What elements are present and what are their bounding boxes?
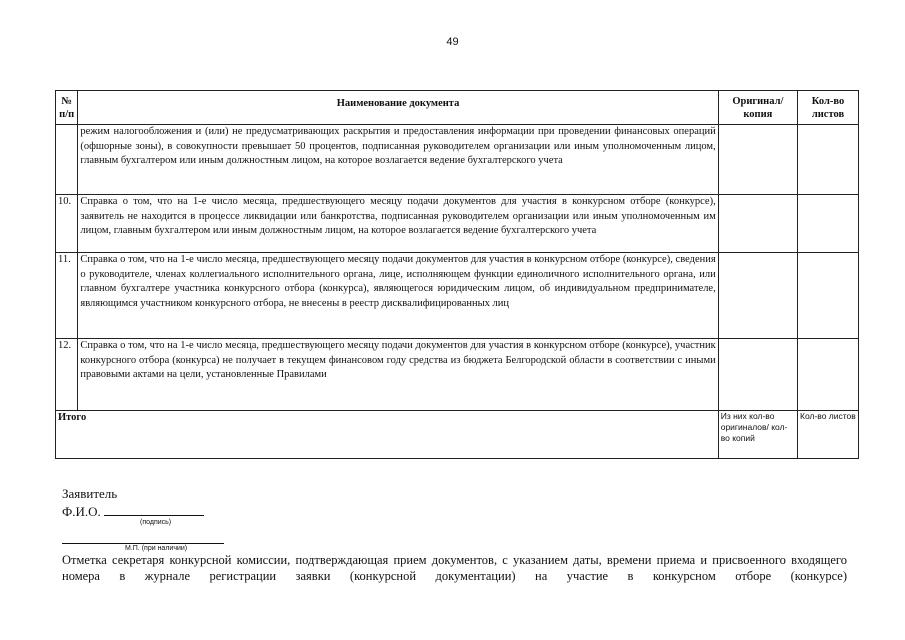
table-header-row	[56, 91, 859, 125]
row-number: 11.	[56, 253, 78, 339]
total-original-copy-note: Из них кол-во оригиналов/ кол-во копий	[718, 411, 797, 459]
row-sheet-count-cell	[798, 125, 859, 195]
applicant-label: Заявитель	[62, 486, 118, 501]
fio-row	[62, 503, 204, 520]
row-document-name: Справка о том, что на 1-е число месяца, предшествующего месяцу подачи документов для участия в конкурсном отборе (конкурсе), сведения о руководителе, членах коллегиального исполнительного органа, лице, исполняющем функции единоличного исполнительного органа, или главном бухгалтере участника конкурсного отбора (конкурса), являющегося юридическим лицом, об индивидуальном предпринимателе, являющимся участником конкурсного отбора, не внесены в реестр дисквалифицированных лиц	[78, 253, 718, 339]
row-number: 12.	[56, 339, 78, 411]
signature-line	[104, 503, 204, 516]
row-original-copy-cell	[718, 253, 797, 339]
table-row	[56, 253, 859, 339]
header-num: № п/п	[56, 91, 78, 125]
total-label: Итого	[56, 411, 719, 459]
secretary-note: Отметка секретаря конкурсной комиссии, подтверждающая прием документов, с указанием даты, времени приема и присвоенного входящего номера в журнале регистрации заявки (конкурсной документации) на участие в конкурсном отборе (конкурсе)	[62, 553, 847, 583]
row-original-copy-cell	[718, 339, 797, 411]
page-number: 49	[446, 36, 459, 48]
row-document-name: режим налогообложения и (или) не предусматривающих раскрытия и предоставления информации при проведении финансовых операций (офшорные зоны), в совокупности превышает 50 процентов, подписанная руководителем организации или иным уполномоченным лицом, главным бухгалтером или иным должностным лицом, на которое возлагается ведение бухгалтерского учета	[78, 125, 718, 195]
table-row	[56, 195, 859, 253]
row-number: 10.	[56, 195, 78, 253]
row-document-name: Справка о том, что на 1-е число месяца, предшествующего месяцу подачи документов для участия в конкурсном отборе (конкурсе), заявитель не находится в процессе ликвидации или банкротства, подписанная руководителем организации или иным уполномоченным им лицом, главным бухгалтером или иным должностным лицом, на которое возлагается ведение бухгалтерского учета	[78, 195, 718, 253]
total-sheet-count-note: Кол-во листов	[798, 411, 859, 459]
table-row	[56, 339, 859, 411]
fio-label: Ф.И.О.	[62, 504, 101, 519]
table-row	[56, 125, 859, 195]
header-sheet-count: Кол-во листов	[798, 91, 859, 125]
total-row	[56, 411, 859, 459]
row-original-copy-cell	[718, 195, 797, 253]
signature-caption: (подпись)	[140, 519, 172, 526]
row-original-copy-cell	[718, 125, 797, 195]
header-name: Наименование документа	[78, 91, 718, 125]
row-document-name: Справка о том, что на 1-е число месяца, предшествующего месяцу подачи документов для участия в конкурсном отборе (конкурсе), участник конкурсного отбора (конкурса) не получает в текущем финансовом году средства из бюджета Белгородской области в соответствии с иными правовыми актами на цели, установленные Правилами	[78, 339, 718, 411]
row-sheet-count-cell	[798, 339, 859, 411]
stamp-caption: М.П. (при наличии)	[125, 545, 188, 552]
header-original-copy: Оригинал/ копия	[718, 91, 797, 125]
row-sheet-count-cell	[798, 195, 859, 253]
row-number	[56, 125, 78, 195]
stamp-line	[62, 543, 224, 544]
row-sheet-count-cell	[798, 253, 859, 339]
documents-table	[55, 90, 859, 459]
